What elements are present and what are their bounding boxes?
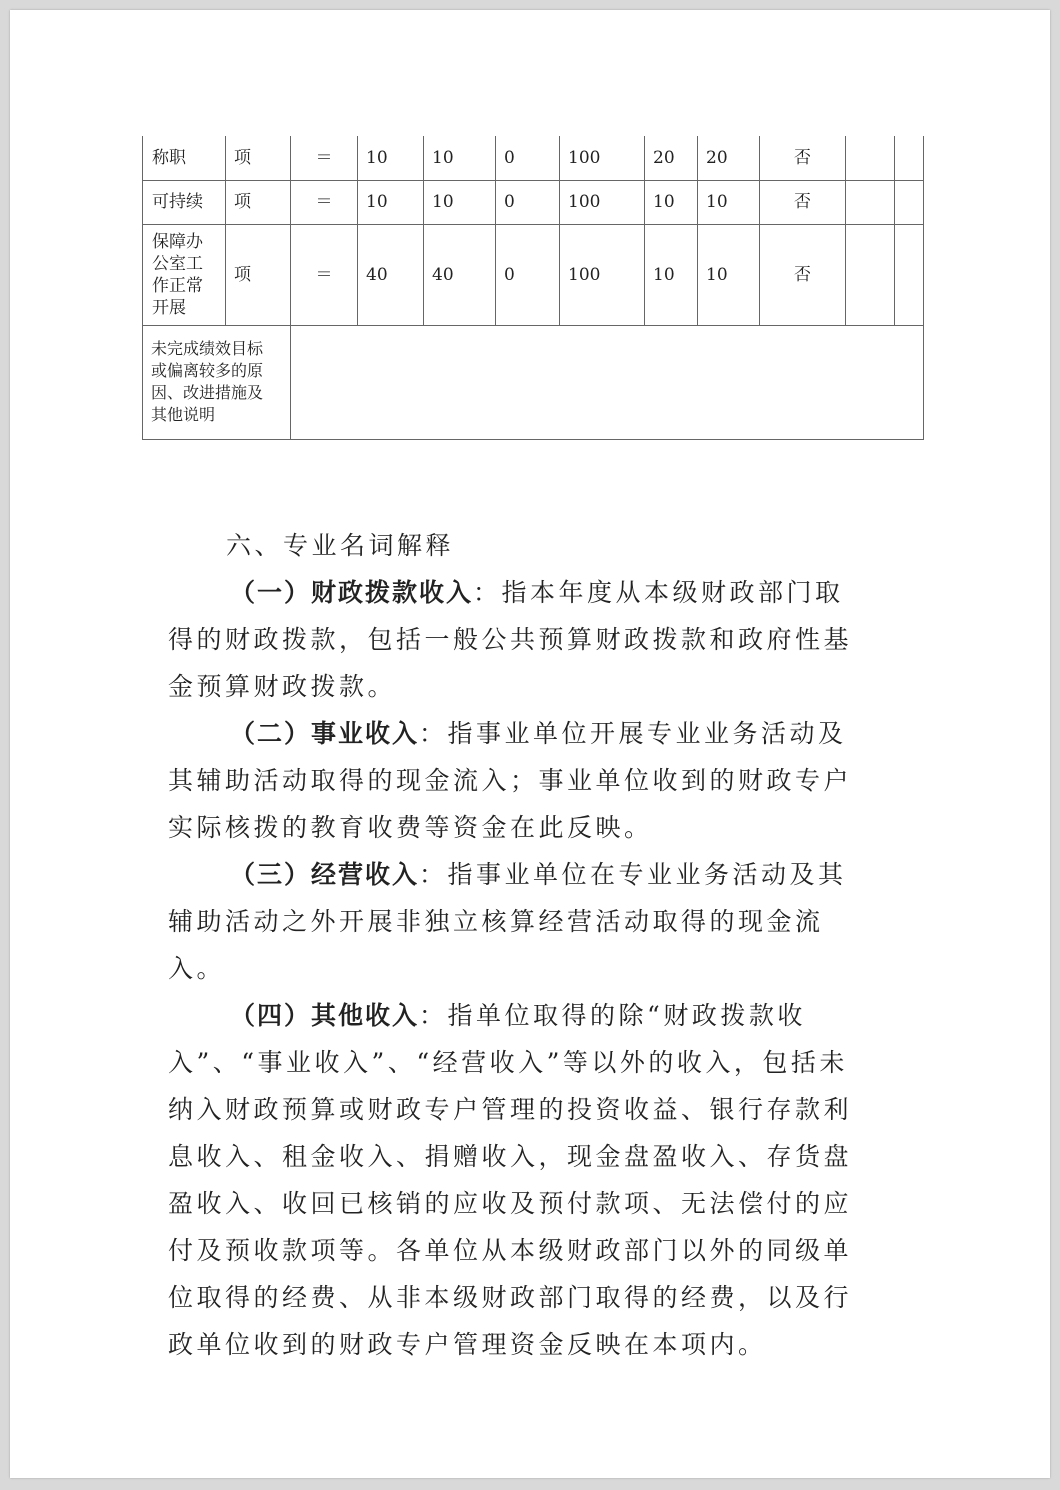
performance-table [142,136,924,440]
target-cell: 40 [358,224,424,325]
actual-cell: 10 [424,136,496,180]
rate-cell: 100 [560,136,645,180]
weight-cell: 20 [645,136,698,180]
flag-cell: 否 [760,224,846,325]
note-label [143,325,291,439]
note-label-line: 或偏离较多的原 [151,361,264,380]
glossary-term: （三）经营收入 [230,860,420,889]
indicator-name-line: 公室工 [152,253,203,274]
deviation-cell: 0 [496,136,560,180]
rate-cell: 100 [560,180,645,224]
weight-cell: 10 [645,180,698,224]
table-row [143,325,924,439]
glossary-definition: 指事业单位开展专业业务活动及其辅助活动取得的现金流入；事业单位收到的财政专户实际核拨的教育收费等资金在此反映。 [168,719,853,842]
glossary-item [168,710,868,851]
note-label-line: 未完成绩效目标 [151,339,264,358]
score-cell: 10 [698,180,760,224]
score-cell: 10 [698,224,760,325]
operator-cell: ＝ [291,136,358,180]
glossary-term: （一）财政拨款收入 [230,578,474,607]
indicator-name: 可持续 [143,180,226,224]
glossary-separator: ： [419,860,448,889]
note-label-line: 其他说明 [151,405,216,424]
glossary-definition: 指本年度从本级财政部门取得的财政拨款，包括一般公共预算财政拨款和政府性基金预算财政拨款。 [168,578,853,701]
note-value [291,325,924,439]
indicator-name-line: 开展 [152,297,186,318]
flag-cell: 否 [760,136,846,180]
unit-cell: 项 [226,136,291,180]
empty-cell [846,224,895,325]
glossary-term: （四）其他收入 [230,1001,420,1030]
unit-cell: 项 [226,224,291,325]
glossary-section [168,522,868,1368]
empty-cell [895,224,924,325]
empty-cell [846,180,895,224]
target-cell: 10 [358,136,424,180]
glossary-item [168,569,868,710]
glossary-term: （二）事业收入 [230,719,420,748]
flag-cell: 否 [760,180,846,224]
table-row [143,136,924,180]
indicator-name-line: 保障办 [152,231,203,252]
empty-cell [895,180,924,224]
glossary-separator: ： [473,578,502,607]
indicator-name: 称职 [143,136,226,180]
actual-cell: 40 [424,224,496,325]
empty-cell [895,136,924,180]
actual-cell: 10 [424,180,496,224]
empty-cell [846,136,895,180]
weight-cell: 10 [645,224,698,325]
indicator-name-line: 作正常 [152,275,203,296]
note-label-line: 因、改进措施及 [151,383,264,402]
section-heading: 六、专业名词解释 [226,531,455,560]
glossary-definition: 指单位取得的除“财政拨款收入”、“事业收入”、“经营收入”等以外的收入，包括未纳入财政预算或财政专户管理的投资收益、银行存款利息收入、租金收入、捐赠收入，现金盘盈收入、存货盘盈收入、收回已核销的应收及预付款项、无法偿付的应付及预收款项等。各单位从本级财政部门以外的同级单位取得的经费、从非本级财政部门取得的经费，以及行政单位收到的财政专户管理资金反映在本项内。 [168,1001,853,1359]
operator-cell: ＝ [291,180,358,224]
table-row [143,180,924,224]
unit-cell: 项 [226,180,291,224]
target-cell: 10 [358,180,424,224]
glossary-item [168,851,868,992]
table-row [143,224,924,325]
glossary-separator: ： [419,719,448,748]
indicator-name [143,224,226,325]
deviation-cell: 0 [496,224,560,325]
glossary-separator: ： [419,1001,448,1030]
rate-cell: 100 [560,224,645,325]
glossary-item [168,992,868,1368]
operator-cell: ＝ [291,224,358,325]
deviation-cell: 0 [496,180,560,224]
score-cell: 20 [698,136,760,180]
glossary-definition: 指事业单位在专业业务活动及其辅助活动之外开展非独立核算经营活动取得的现金流入。 [168,860,847,983]
